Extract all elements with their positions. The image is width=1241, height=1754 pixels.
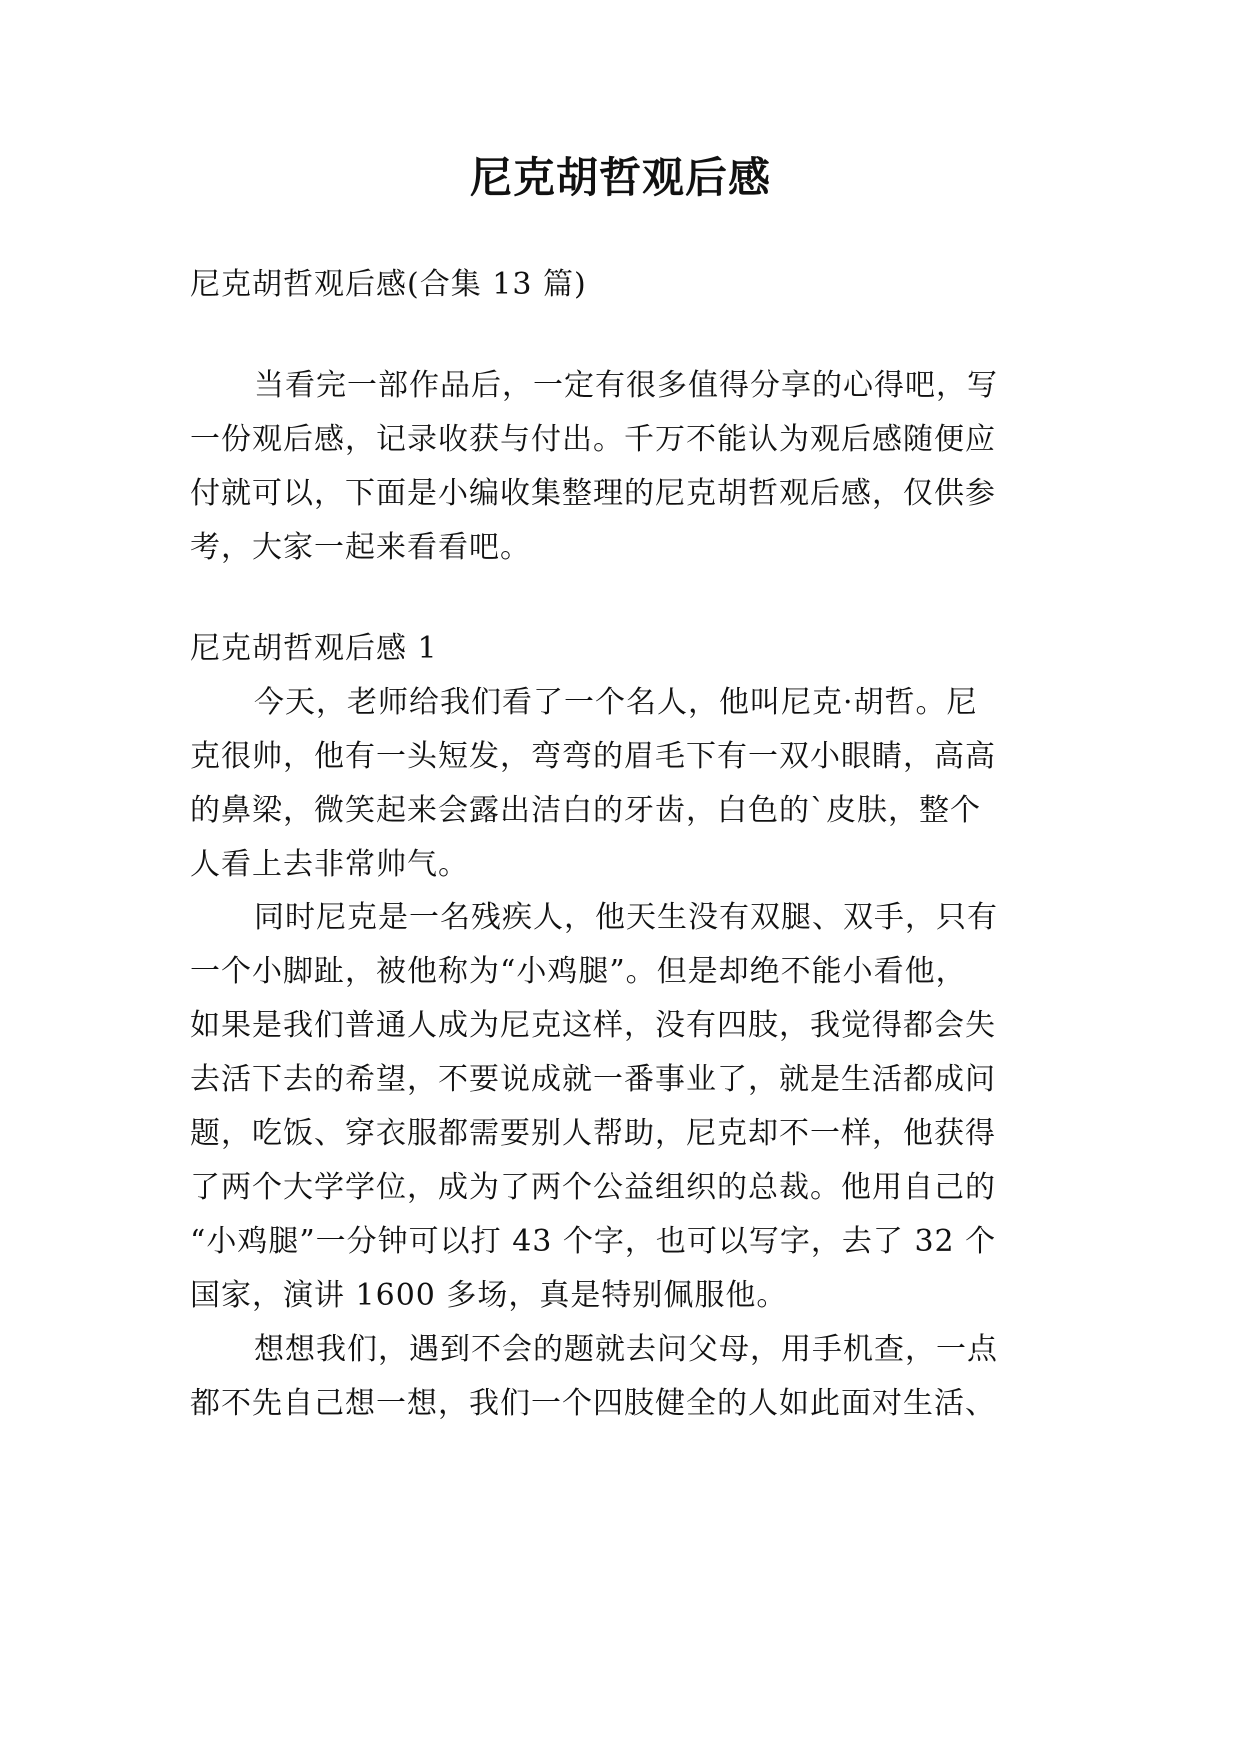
- paragraph-line: “小鸡腿”一分钟可以打 43 个字，也可以写字，去了 32 个: [190, 1224, 997, 1259]
- intro-line: 一份观后感，记录收获与付出。千万不能认为观后感随便应: [190, 422, 996, 457]
- intro-line: 当看完一部作品后，一定有很多值得分享的心得吧，写: [254, 368, 998, 403]
- paragraph-line: 题，吃饭、穿衣服都需要别人帮助，尼克却不一样，他获得: [190, 1116, 996, 1151]
- document-subtitle: 尼克胡哲观后感(合集 13 篇): [190, 267, 587, 302]
- paragraph-line: 克很帅，他有一头短发，弯弯的眉毛下有一双小眼睛，高高: [190, 739, 996, 774]
- document-title: 尼克胡哲观后感: [469, 153, 771, 202]
- paragraph-line: 想想我们，遇到不会的题就去问父母，用手机查，一点: [254, 1332, 998, 1367]
- paragraph-line: 如果是我们普通人成为尼克这样，没有四肢，我觉得都会失: [190, 1008, 996, 1043]
- paragraph-line: 去活下去的希望，不要说成就一番事业了，就是生活都成问: [190, 1062, 996, 1097]
- paragraph-line: 同时尼克是一名残疾人，他天生没有双腿、双手，只有: [254, 900, 998, 935]
- paragraph-line: 都不先自己想一想，我们一个四肢健全的人如此面对生活、: [190, 1386, 996, 1421]
- paragraph-line: 今天，老师给我们看了一个名人，他叫尼克·胡哲。尼: [254, 685, 978, 720]
- paragraph-line: 国家，演讲 1600 多场，真是特别佩服他。: [190, 1278, 788, 1313]
- paragraph-line: 了两个大学学位，成为了两个公益组织的总裁。他用自己的: [190, 1170, 996, 1205]
- paragraph-line: 一个小脚趾，被他称为“小鸡腿”。但是却绝不能小看他，: [190, 954, 967, 989]
- intro-line: 付就可以，下面是小编收集整理的尼克胡哲观后感，仅供参: [190, 476, 996, 511]
- intro-line: 考，大家一起来看看吧。: [190, 530, 531, 565]
- section-heading: 尼克胡哲观后感 1: [190, 631, 438, 666]
- paragraph-line: 人看上去非常帅气。: [190, 847, 469, 882]
- paragraph-line: 的鼻梁，微笑起来会露出洁白的牙齿，白色的`皮肤，整个: [190, 793, 981, 828]
